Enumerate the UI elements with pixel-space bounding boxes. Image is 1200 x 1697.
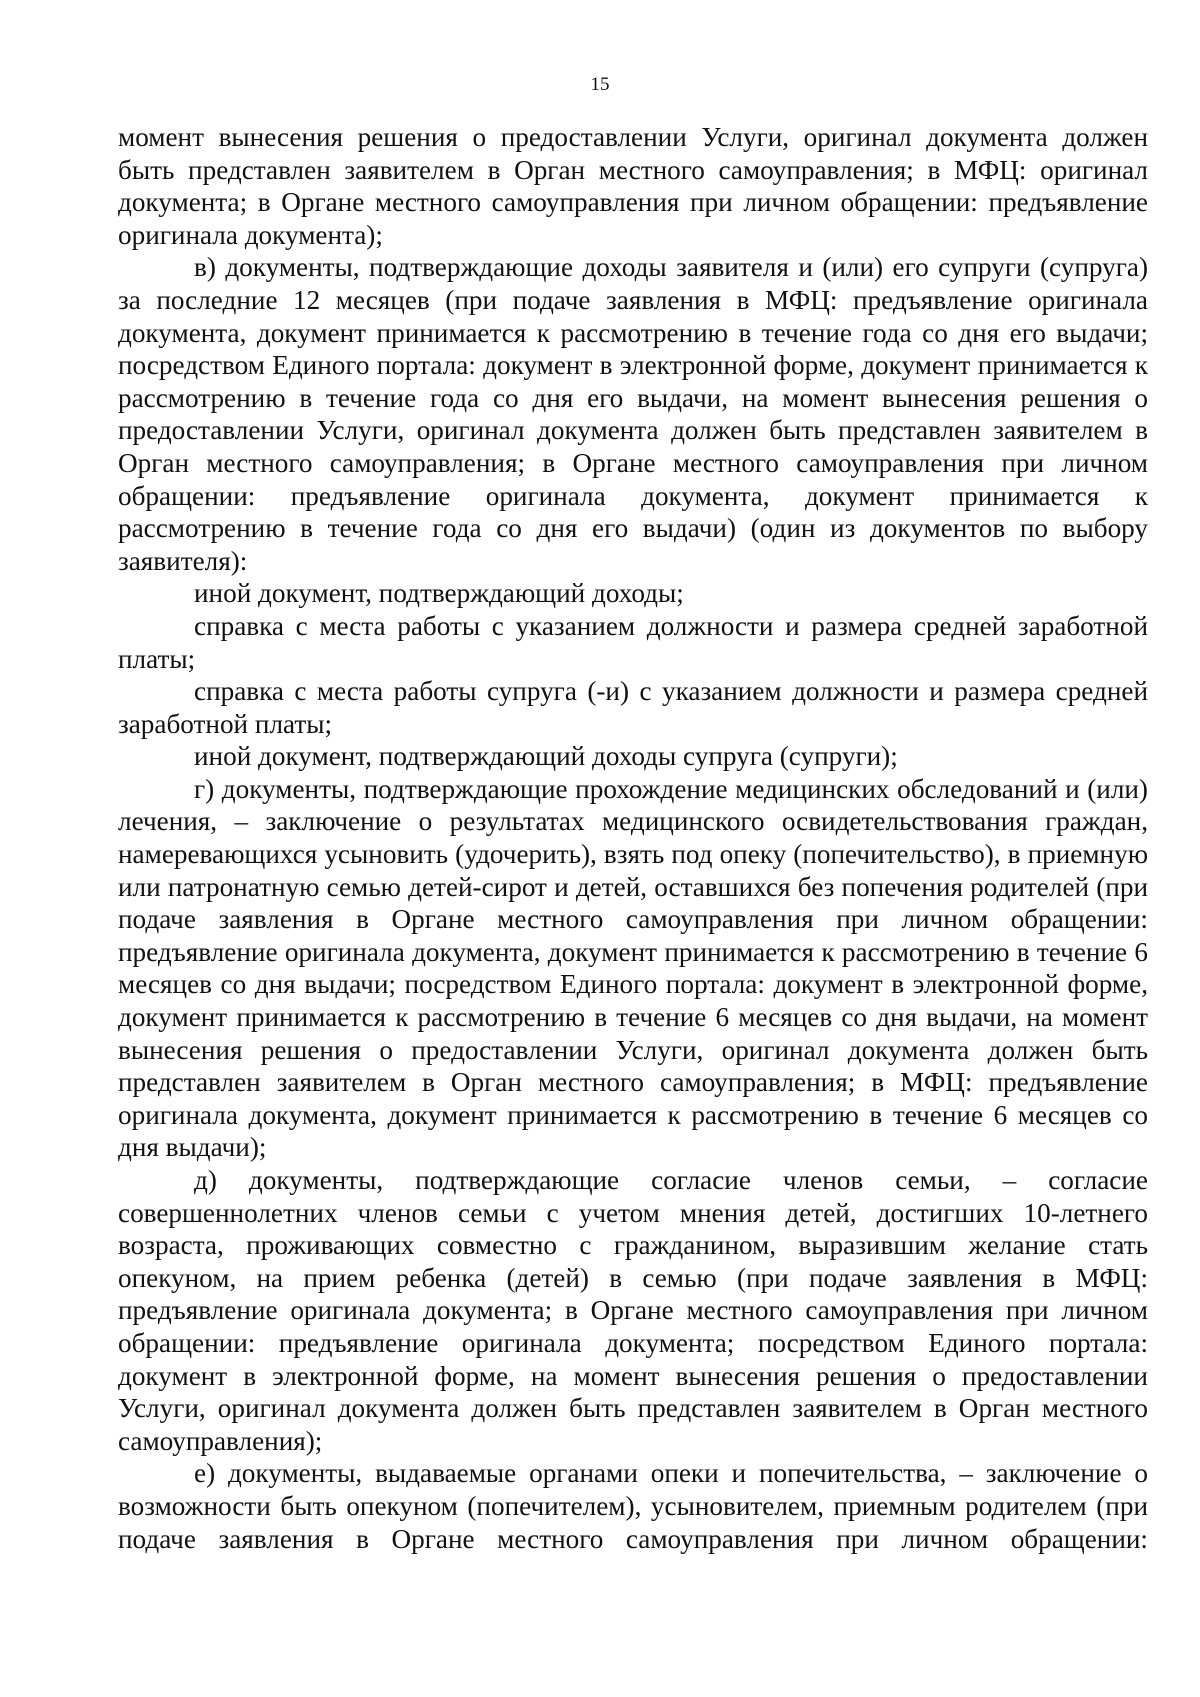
paragraph-continuation: момент вынесения решения о предоставлении Услуги, оригинал документа должен быть представлен заявителем в Орган местного самоуправления; в МФЦ: оригинал документа; в Органе местного самоуправления при личном обращении: предъявление оригинала документа); [118,122,1148,250]
paragraph-other-income-document: иной документ, подтверждающий доходы; [194,578,684,609]
paragraph-item-e-guardianship-documents: е) документы, выдаваемые органами опеки и попечительства, – заключение о возможности быть опекуном (попечителем), усыновителем, приемным родителем (при подаче заявления в Органе местного самоуправления при личном обращении: [118,1458,1148,1554]
paragraph-employment-certificate: справка с места работы с указанием должности и размера средней заработной платы; [118,610,1148,674]
paragraph-item-v-income-documents: в) документы, подтверждающие доходы заявителя и (или) его супруги (супруга) за последние 12 месяцев (при подаче заявления в МФЦ: предъявление оригинала документа, документ принимается к рассмотрению в течение года со дня его выдачи; посредством Единого портала: документ в электронной форме, документ принимается к рассмотрению в течение года со дня его выдачи, на момент вынесения решения о предоставлении Услуги, оригинал документа должен быть представлен заявителем в Орган местного самоуправления; в Органе местного самоуправления при личном обращении: предъявление оригинала документа, документ принимается к рассмотрению в течение года со дня его выдачи) (один из документов по выбору заявителя): [118,252,1148,576]
paragraph-spouse-income-document: иной документ, подтверждающий доходы супруга (супруги); [194,741,898,772]
paragraph-item-d-family-consent: д) документы, подтверждающие согласие членов семьи, – согласие совершеннолетних членов семьи с учетом мнения детей, достигших 10-летнего возраста, проживающих совместно с гражданином, выразившим желание стать опекуном, на прием ребенка (детей) в семью (при подаче заявления в МФЦ: предъявление оригинала документа; в Органе местного самоуправления при личном обращении: предъявление оригинала документа; посредством Единого портала: документ в электронной форме, на момент вынесения решения о предоставлении Услуги, оригинал документа должен быть представлен заявителем в Орган местного самоуправления); [118,1165,1148,1456]
document-body [118,121,1148,1555]
paragraph-spouse-employment-certificate: справка с места работы супруга (-и) с указанием должности и размера средней заработной платы; [118,676,1148,739]
page-number: 15 [590,74,610,95]
paragraph-item-g-medical-documents: г) документы, подтверждающие прохождение медицинских обследований и (или) лечения, – заключение о результатах медицинского освидетельствования граждан, намеревающихся усыновить (удочерить), взять под опеку (попечительство), в приемную или патронатную семью детей-сирот и детей, оставшихся без попечения родителей (при подаче заявления в Органе местного самоуправления при личном обращении: предъявление оригинала документа, документ принимается к рассмотрению в течение 6 месяцев со дня выдачи; посредством Единого портала: документ в электронной форме, документ принимается к рассмотрению в течение 6 месяцев со дня выдачи, на момент вынесения решения о предоставлении Услуги, оригинал документа должен быть представлен заявителем в Орган местного самоуправления; в МФЦ: предъявление оригинала документа, документ принимается к рассмотрению в течение 6 месяцев со дня выдачи); [118,773,1148,1163]
